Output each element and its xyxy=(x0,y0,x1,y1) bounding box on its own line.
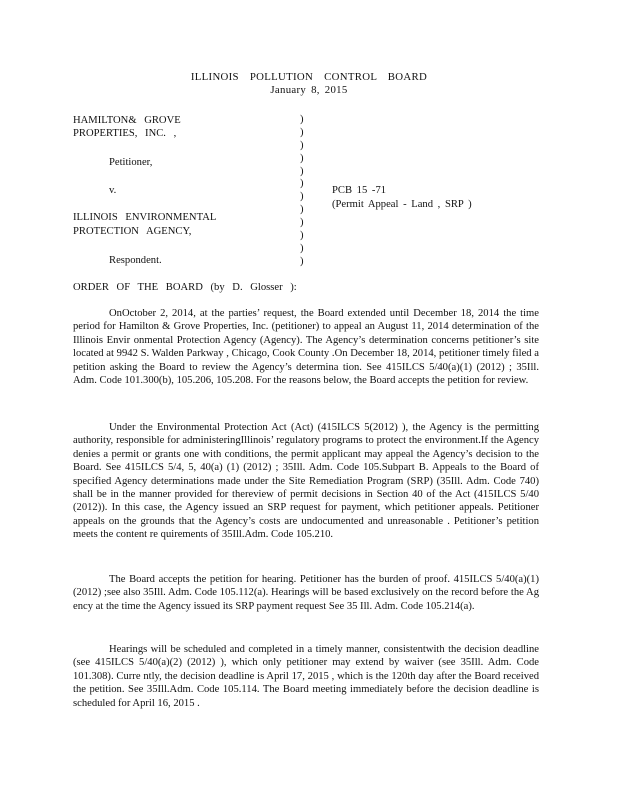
caption-paren: ) xyxy=(300,217,304,229)
order-date: January 8, 2015 xyxy=(270,84,348,96)
caption-paren: ) xyxy=(300,152,304,164)
paragraph-hearings: Hearings will be scheduled and completed in a timely manner, consistentwith the decision deadline (see 415ILCS 5/40(a)(2) (2012) ), which only petitioner may extend by waiver (see 35Ill. Adm. Code 101.308). Curre ntly, the decision deadline is April 17, 2015 , which is the 120th day after the Board received the petition. See 35Ill.Adm. Code 105.114. The Board meeting immediately before the decision deadline is scheduled for April 16, 2015 . xyxy=(73,644,539,709)
caption-paren: ) xyxy=(300,204,304,216)
caption-paren: ) xyxy=(300,139,304,151)
caption-paren: ) xyxy=(300,126,304,138)
petitioner-name-line1: HAMILTON& GROVE xyxy=(73,115,181,126)
case-number: PCB 15 -71 xyxy=(332,185,387,196)
versus-label: v. xyxy=(109,185,117,196)
respondent-name-line2: PROTECTION AGENCY, xyxy=(73,226,192,237)
board-name: ILLINOIS POLLUTION CONTROL BOARD xyxy=(190,71,428,83)
caption-paren: ) xyxy=(300,178,304,190)
order-title: ORDER OF THE BOARD (by D. Glosser ): xyxy=(73,282,297,293)
caption-divider xyxy=(300,114,310,269)
document-header xyxy=(0,71,618,97)
caption-paren: ) xyxy=(300,242,304,254)
caption-paren: ) xyxy=(300,165,304,177)
caption-paren: ) xyxy=(300,230,304,242)
paragraph-acceptance: The Board accepts the petition for hearing. Petitioner has the burden of proof. 415ILCS 5/40(a)(1) (2012) ;see also 35Ill. Adm. Code 105.112(a). Hearings will be based exclusively on the record before the Ag ency at the time the Agency issued its SRP payment request See 35 Ill. Adm. Code 105.214(a). xyxy=(73,574,539,612)
case-type: (Permit Appeal - Land , SRP ) xyxy=(332,199,472,210)
caption-paren: ) xyxy=(300,191,304,203)
petitioner-name-line2: PROPERTIES, INC. , xyxy=(73,128,177,139)
caption-paren: ) xyxy=(300,255,304,267)
caption-paren: ) xyxy=(300,114,304,125)
respondent-role: Respondent. xyxy=(109,255,162,266)
paragraph-background: OnOctober 2, 2014, at the parties’ request, the Board extended until December 18, 2014 the time period for Hamilton & Grove Properties, Inc. (petitioner) to appeal an August 11, 2014 determination of the Illinois Envir onmental Protection Agency (Agency). The Agency’s determination concerns petitioner’s site located at 9942 S. Walden Parkway , Chicago, Cook County .On December 18, 2014, petitioner timely filed a petition asking the Board to review the Agency’s determina tion. See 415ILCS 5/40(a)(1) (2012) ; 35Ill. Adm. Code 101.300(b), 105.206, 105.208. For the reasons below, the Board accepts the petition for review. xyxy=(73,308,539,387)
petitioner-role: Petitioner, xyxy=(109,157,153,168)
respondent-name-line1: ILLINOIS ENVIRONMENTAL xyxy=(73,212,217,223)
case-caption xyxy=(73,114,553,270)
paragraph-legal-framework: Under the Environmental Protection Act (Act) (415ILCS 5(2012) ), the Agency is the permitting authority, responsible for administeringIllinois’ regulatory programs to protect the environment.If the Agency denies a permit or grants one with conditions, the permit applicant may appeal the Agency’s decision to the Board. See 415ILCS 5/4, 5, 40(a) (1) (2012) ; 35Ill. Adm. Code 105.Subpart B. Appeals to the Board of specified Agency determinations made under the Site Remediation Program (SRP) (35Ill. Adm. Code 740) shall be in the manner provided for thereview of permit decisions in Section 40 of the Act (415ILCS 5/40 (2012)). In this case, the Agency issued an SRP request for payment, which petitioner appeals. Petitioner appeals on the grounds that the Agency’s costs are undocumented and unreasonable . Petitioner’s petition meets the content re quirements of 35Ill.Adm. Code 105.210. xyxy=(73,422,539,541)
